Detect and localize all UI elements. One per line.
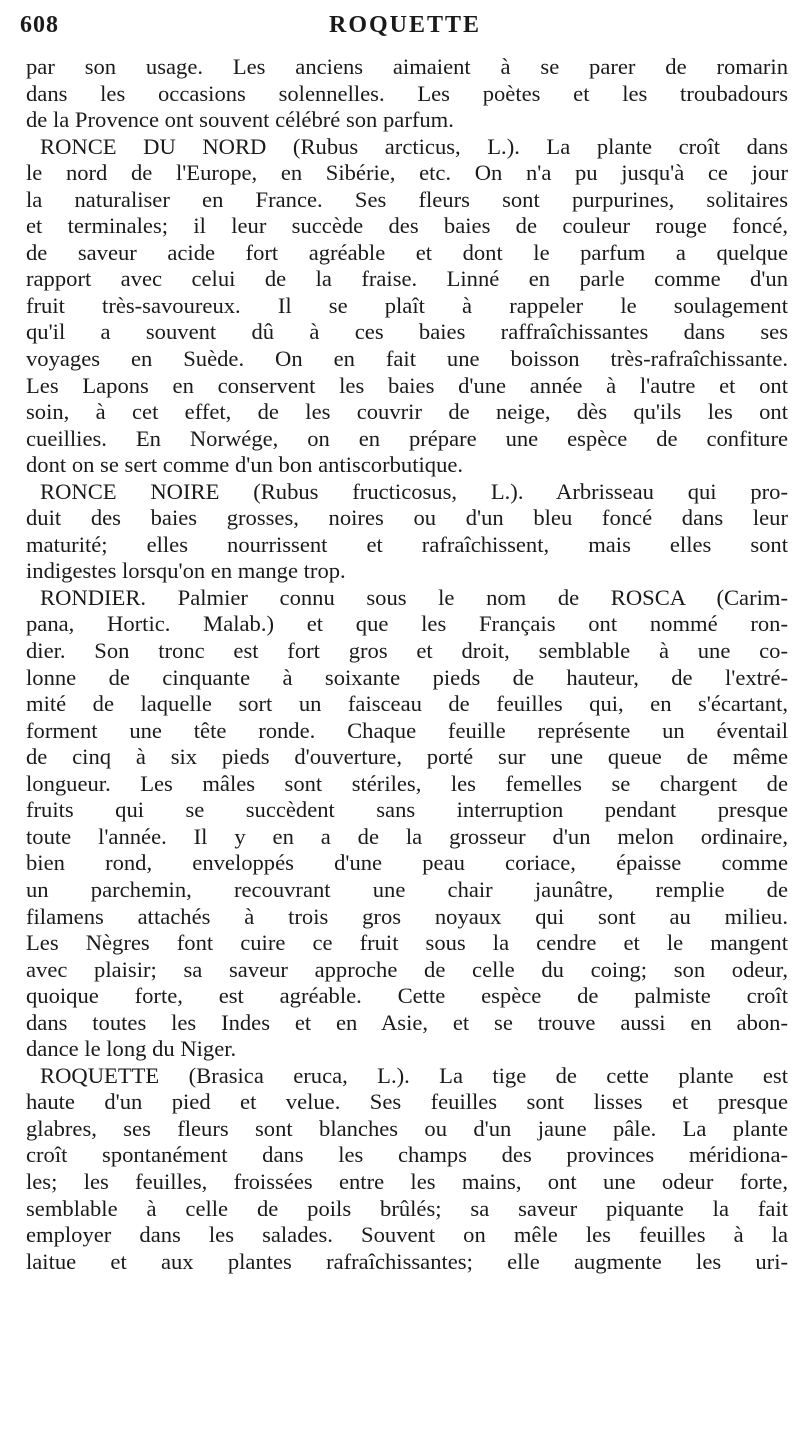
text-line: de cinq à six pieds d'ouverture, porté sur une queue de même [26,744,788,770]
text-line: le nord de l'Europe, en Sibérie, etc. On n'a pu jusqu'à ce jour [26,160,788,186]
text-line: glabres, ses fleurs sont blanches ou d'un jaune pâle. La plante [26,1115,788,1141]
text-line: quoique forte, est agréable. Cette espèce de palmiste croît [26,983,788,1009]
running-header [20,12,790,52]
page-number: 608 [20,12,59,38]
text-line: dier. Son tronc est fort gros et droit, semblable à une co- [26,638,788,664]
text-line: avec plaisir; sa saveur approche de celle du coing; son odeur, [26,956,788,982]
text-line: maturité; elles nourrissent et rafraîchissent, mais elles sont [26,531,788,557]
entry-ronce-noire: RONCE NOIRE (Rubus fructicosus, L.). Arbrisseau qui pro- [40,478,788,504]
text-line: bien rond, enveloppés d'une peau coriace, épaisse comme [26,850,788,876]
body-text [26,54,788,1275]
text-line: de la Provence ont souvent célébré son parfum. [26,107,454,133]
text-line: fruit très-savoureux. Il se plaît à rappeler le soulagement [26,292,788,318]
text-line: duit des baies grosses, noires ou d'un bleu foncé dans leur [26,505,788,531]
text-line: un parchemin, recouvrant une chair jaunâtre, remplie de [26,876,788,902]
text-line: filamens attachés à trois gros noyaux qui sont au milieu. [26,903,788,929]
text-line: longueur. Les mâles sont stériles, les femelles se chargent de [26,770,788,796]
text-line: lonne de cinquante à soixante pieds de hauteur, de l'extré- [26,664,788,690]
text-line: cueillies. En Norwége, on en prépare une espèce de confiture [26,425,788,451]
text-line: et terminales; il leur succède des baies de couleur rouge foncé, [26,213,788,239]
text-line: dance le long du Niger. [26,1036,237,1062]
text-line: Les Lapons en conservent les baies d'une année à l'autre et ont [26,372,788,398]
text-line: la naturaliser en France. Ses fleurs sont purpurines, solitaires [26,186,788,212]
text-line: fruits qui se succèdent sans interruption pendant presque [26,797,788,823]
text-line: semblable à celle de poils brûlés; sa saveur piquante la fait [26,1195,788,1221]
text-line: pana, Hortic. Malab.) et que les Français ont nommé ron- [26,611,788,637]
text-line: soin, à cet effet, de les couvrir de neige, dès qu'ils les ont [26,399,788,425]
text-line: haute d'un pied et velue. Ses feuilles sont lisses et presque [26,1089,788,1115]
text-line: par son usage. Les anciens aimaient à se parer de romarin [26,54,788,79]
text-line: toute l'année. Il y en a de la grosseur d'un melon ordinaire, [26,823,788,849]
text-line: rapport avec celui de la fraise. Linné en parle comme d'un [26,266,788,292]
text-line: dans toutes les Indes et en Asie, et se trouve aussi en abon- [26,1009,788,1035]
text-line: mité de laquelle sort un faisceau de feuilles qui, en s'écartant, [26,691,788,717]
text-line: employer dans les salades. Souvent on mêle les feuilles à la [26,1222,788,1248]
text-line: de saveur acide fort agréable et dont le parfum a quelque [26,239,788,265]
text-line: Les Nègres font cuire ce fruit sous la cendre et le mangent [26,930,788,956]
text-line: dans les occasions solennelles. Les poètes et les troubadours [26,80,788,106]
text-line: croît spontanément dans les champs des provinces méridiona- [26,1142,788,1168]
text-line: indigestes lorsqu'on en mange trop. [26,558,346,584]
text-line: laitue et aux plantes rafraîchissantes; elle augmente les uri- [26,1248,788,1274]
running-title: ROQUETTE [328,12,482,38]
entry-rondier: RONDIER. Palmier connu sous le nom de ROSCA (Carim- [40,584,788,610]
entry-roquette: ROQUETTE (Brasica eruca, L.). La tige de cette plante est [40,1062,788,1088]
text-line: qu'il a souvent dû à ces baies raffraîchissantes dans ses [26,319,788,345]
text-line: voyages en Suède. On en fait une boisson très-rafraîchissante. [26,346,788,372]
text-line: dont on se sert comme d'un bon antiscorbutique. [26,452,464,478]
text-line: les; les feuilles, froissées entre les mains, ont une odeur forte, [26,1168,788,1194]
text-line: forment une tête ronde. Chaque feuille représente un éventail [26,717,788,743]
entry-ronce-du-nord: RONCE DU NORD (Rubus arcticus, L.). La plante croît dans [40,133,788,159]
